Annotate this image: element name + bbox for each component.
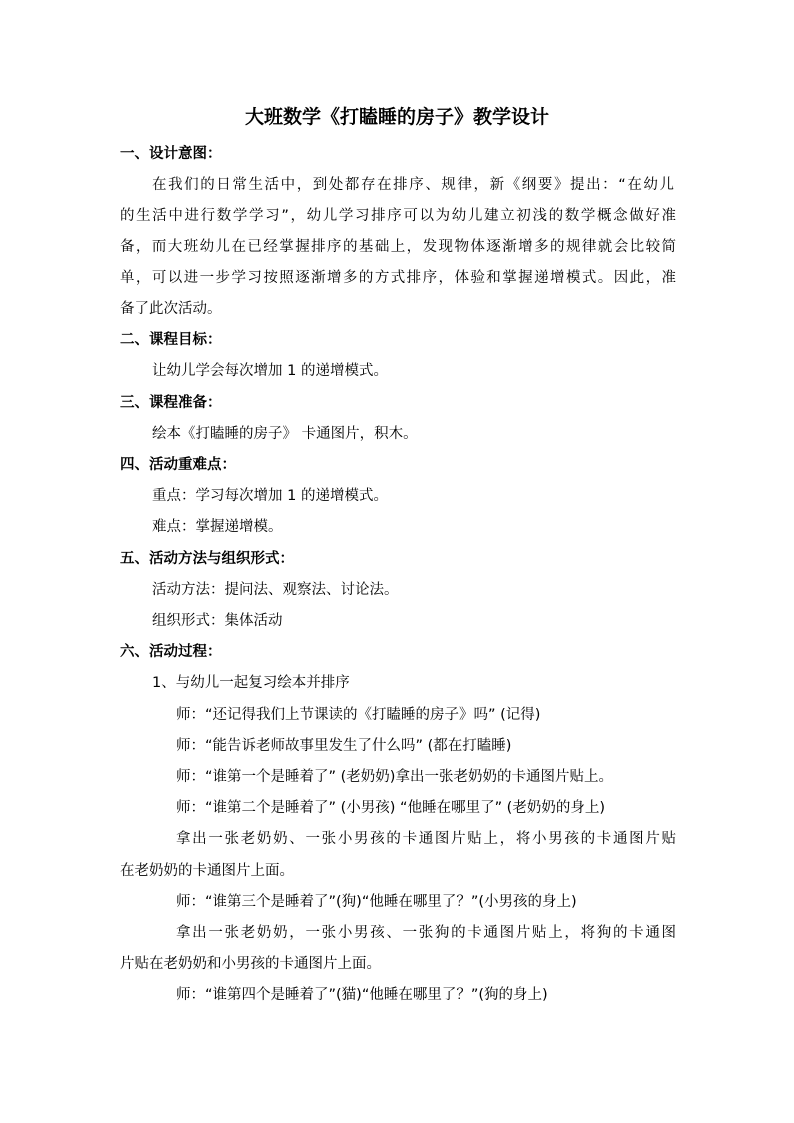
dialogue-line-4: 师：“谁第二个是睡着了” (小男孩) “他睡在哪里了” (老奶奶的身上) <box>176 800 606 816</box>
intent-paragraph-line-3: 备，而大班幼儿在已经掌握排序的基础上，发现物体逐渐增多的规律就会比较简 <box>120 239 676 255</box>
section-5-heading: 五、活动方法与组织形式： <box>120 551 294 567</box>
section-4-heading: 四、活动重难点： <box>120 457 236 473</box>
dialogue-line-2: 师：“能告诉老师故事里发生了什么吗” (都在打瞌睡) <box>176 738 512 754</box>
step-paragraph-2-line-1: 拿出一张老奶奶，一张小男孩、一张狗的卡通图片贴上，将狗的卡通图 <box>176 925 676 941</box>
dialogue-line-6: 师：“谁第四个是睡着了”(猫)“他睡在哪里了？”(狗的身上) <box>176 987 548 1003</box>
key-point-text: 重点：学习每次增加 1 的递增模式。 <box>152 488 388 504</box>
dialogue-line-1: 师：“还记得我们上节课读的《打瞌睡的房子》吗” (记得) <box>176 707 541 723</box>
dialogue-line-5: 师：“谁第三个是睡着了”(狗)“他睡在哪里了？”(小男孩的身上) <box>176 894 577 910</box>
section-2-heading: 二、课程目标： <box>120 332 222 348</box>
step-paragraph-1-line-1: 拿出一张老奶奶、一张小男孩的卡通图片贴上，将小男孩的卡通图片贴 <box>176 831 676 847</box>
goal-text: 让幼儿学会每次增加 1 的递增模式。 <box>152 363 388 379</box>
intent-paragraph-line-1: 在我们的日常生活中，到处都存在排序、规律，新《纲要》提出：“在幼儿 <box>152 177 674 193</box>
step-paragraph-1-line-2: 在老奶奶的卡通图片上面。 <box>120 863 294 879</box>
process-step-1: 1、与幼儿一起复习绘本并排序 <box>152 675 350 691</box>
document-title: 大班数学《打瞌睡的房子》教学设计 <box>244 106 549 128</box>
methods-text: 活动方法：提问法、观察法、讨论法。 <box>152 582 399 598</box>
intent-paragraph-line-2: 的生活中进行数学学习”，幼儿学习排序可以为幼儿建立初浅的数学概念做好准 <box>120 208 676 224</box>
step-paragraph-2-line-2: 片贴在老奶奶和小男孩的卡通图片上面。 <box>120 956 381 972</box>
intent-paragraph-line-5: 备了此次活动。 <box>120 301 222 317</box>
organization-text: 组织形式：集体活动 <box>152 613 283 629</box>
section-6-heading: 六、活动过程： <box>120 644 222 660</box>
intent-paragraph-line-4: 单，可以进一步学习按照逐渐增多的方式排序，体验和掌握递增模式。因此，准 <box>120 270 676 286</box>
dialogue-line-3: 师：“谁第一个是睡着了” (老奶奶)拿出一张老奶奶的卡通图片贴上。 <box>176 769 613 785</box>
section-1-heading: 一、设计意图： <box>120 146 222 162</box>
section-3-heading: 三、课程准备： <box>120 395 222 411</box>
preparation-text: 绘本《打瞌睡的房子》 卡通图片，积木。 <box>152 426 418 442</box>
difficulty-text: 难点：掌握递增模。 <box>152 519 283 535</box>
